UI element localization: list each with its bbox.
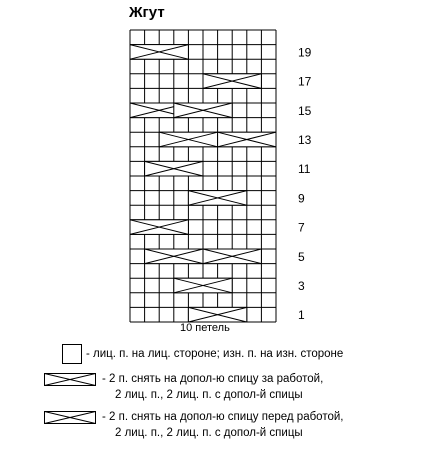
row-number-label: 5 xyxy=(298,249,305,264)
legend-item-cable-front xyxy=(102,409,343,441)
row-number-label: 15 xyxy=(298,103,312,118)
legend-item-cable-back xyxy=(102,371,323,403)
row-number-label: 9 xyxy=(298,191,305,206)
row-number-label: 19 xyxy=(298,45,312,60)
chart-title: Жгут xyxy=(129,4,165,21)
row-number-label: 13 xyxy=(298,133,312,147)
legend-text: - лиц. п. на лиц. стороне; изн. п. на изн. стороне xyxy=(86,348,344,360)
row-number-label: 3 xyxy=(298,279,305,293)
row-number-label: 1 xyxy=(298,308,305,323)
stitch-count-caption: 10 петель xyxy=(180,322,230,334)
row-number-label: 11 xyxy=(298,162,311,177)
legend-text-line-1: - 2 п. снять на допол-ю спицу за работой, xyxy=(102,373,324,385)
row-number-label: 7 xyxy=(298,220,305,235)
legend-item-knit xyxy=(86,346,343,362)
legend-text-line-2: 2 лиц. п., 2 лиц. п. с допол-й спицы xyxy=(115,389,303,401)
row-number-label: 17 xyxy=(298,74,312,89)
empty-cell-symbol xyxy=(62,344,82,364)
legend-text-line-2: 2 лиц. п., 2 лиц. п. с допол-й спицы xyxy=(115,427,303,439)
cable-back-symbol xyxy=(44,373,96,386)
legend-text-line-1: - 2 п. снять на допол-ю спицу перед работой, xyxy=(102,411,344,423)
cable-front-symbol xyxy=(44,411,96,424)
